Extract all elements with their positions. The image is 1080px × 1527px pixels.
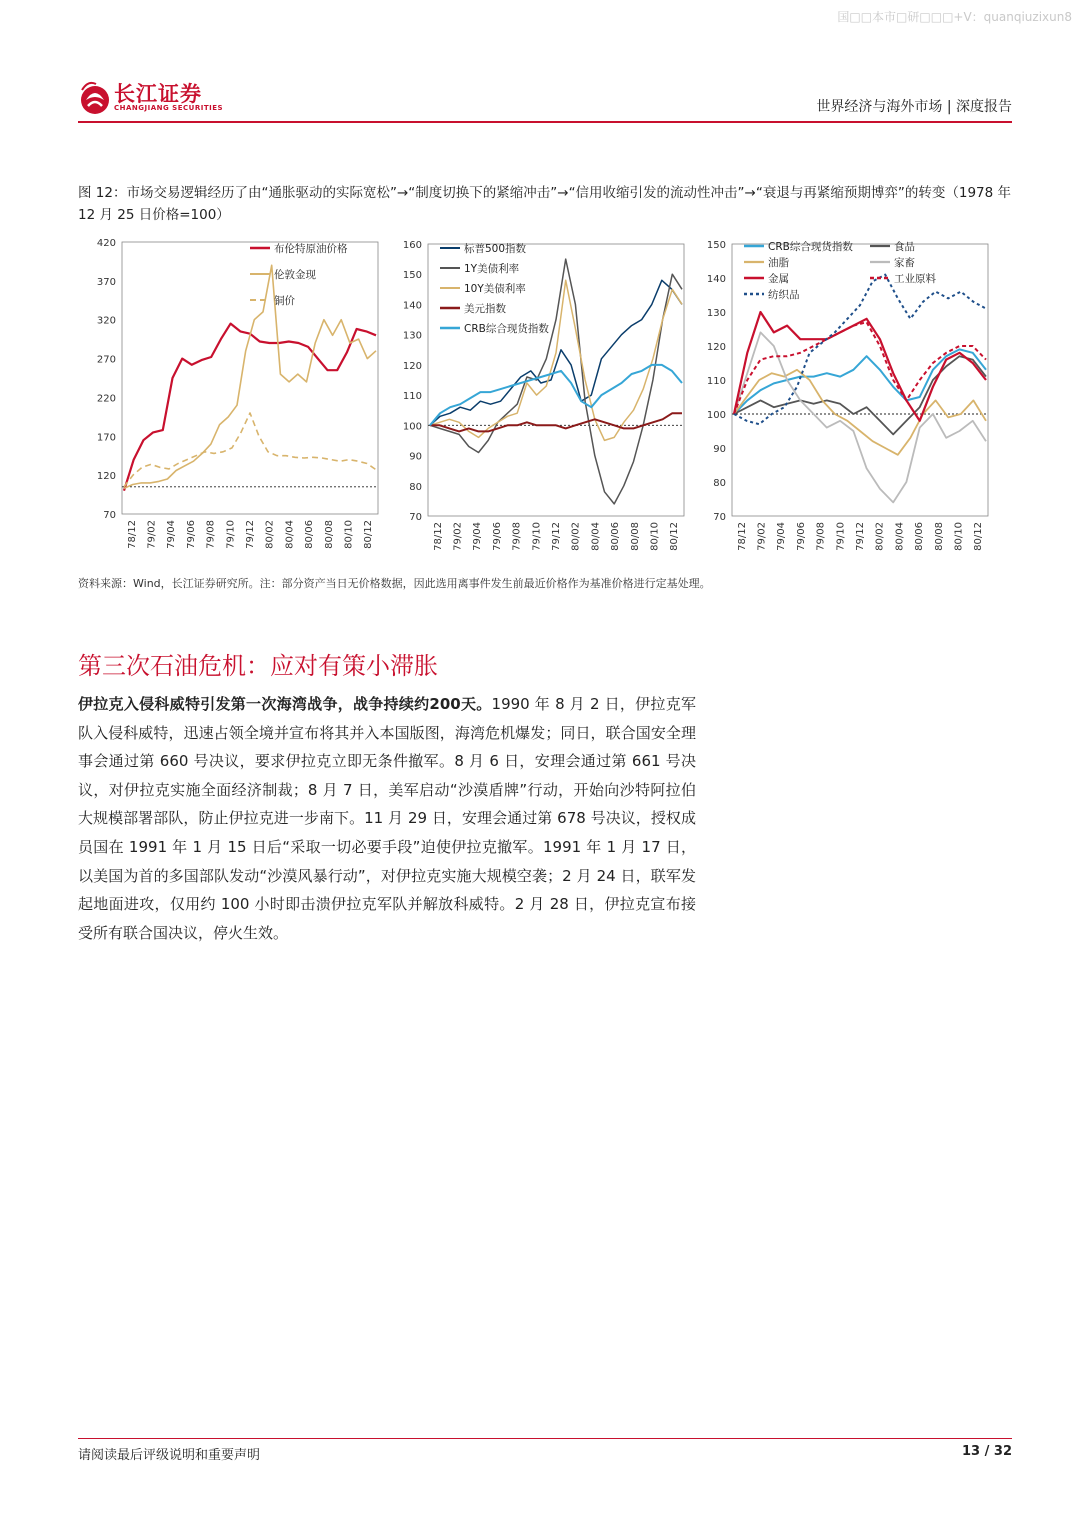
y-tick-label: 140 xyxy=(706,274,726,285)
y-tick-label: 160 xyxy=(402,240,422,251)
x-tick-label: 80/08 xyxy=(323,520,335,549)
logo-text-en: CHANGJIANG SECURITIES xyxy=(114,104,224,112)
x-tick-label: 79/08 xyxy=(511,522,523,551)
y-tick-label: 100 xyxy=(402,421,422,433)
header-divider xyxy=(78,121,1012,123)
x-tick-label: 79/04 xyxy=(776,522,788,551)
x-tick-label: 79/02 xyxy=(756,522,768,551)
y-tick-label: 70 xyxy=(409,512,422,523)
series-line xyxy=(734,356,986,434)
x-tick-label: 79/08 xyxy=(815,522,827,551)
x-tick-label: 78/12 xyxy=(432,522,444,551)
figure-caption: 图 12：市场交易逻辑经历了由“通胀驱动的实际宽松”→“制度切换下的紧缩冲击”→“信用收缩引发的流动性冲击”→“衰退与再紧缩预期博弈”的转变（1978 年 12 月 25 日价格=100） xyxy=(78,185,1012,223)
x-tick-label: 80/12 xyxy=(363,520,375,549)
y-tick-label: 150 xyxy=(402,270,422,282)
x-tick-label: 79/02 xyxy=(452,522,464,551)
legend-label: CRB综合现货指数 xyxy=(768,241,853,253)
x-tick-label: 79/12 xyxy=(551,522,562,551)
legend-label: 食品 xyxy=(894,241,915,253)
x-tick-label: 79/08 xyxy=(205,520,217,549)
logo-text-cn: 长江证券 xyxy=(114,82,202,106)
chart-crb-components xyxy=(696,232,1006,562)
legend-label: 美元指数 xyxy=(464,303,506,315)
y-tick-label: 120 xyxy=(402,360,422,372)
series-line xyxy=(734,370,986,455)
y-tick-label: 70 xyxy=(103,510,116,521)
footer-disclaimer: 请阅读最后评级说明和重要声明 xyxy=(78,1448,261,1463)
x-tick-label: 80/10 xyxy=(343,520,355,549)
legend-label: 标普500指数 xyxy=(464,243,527,255)
y-tick-label: 130 xyxy=(402,330,422,342)
footer-divider xyxy=(78,1438,1012,1439)
body-lead-end: 天。 xyxy=(460,695,492,713)
x-tick-label: 80/04 xyxy=(894,522,906,551)
y-tick-label: 100 xyxy=(706,410,726,421)
watermark: 国□□本市□研□□□+V：quanqiuzixun8 xyxy=(837,10,1072,24)
legend-label: CRB综合现货指数 xyxy=(464,323,549,335)
y-tick-label: 370 xyxy=(96,276,116,288)
report-category: 世界经济与海外市场 | 深度报告 xyxy=(816,99,1012,115)
x-tick-label: 79/06 xyxy=(491,522,503,551)
x-tick-label: 80/08 xyxy=(629,522,641,551)
y-tick-label: 320 xyxy=(96,315,116,327)
y-tick-label: 120 xyxy=(706,342,726,353)
x-tick-label: 79/02 xyxy=(146,520,158,549)
chart-2-svg xyxy=(392,232,692,562)
y-tick-label: 80 xyxy=(409,481,422,493)
y-tick-label: 90 xyxy=(713,444,726,455)
y-tick-label: 90 xyxy=(409,451,422,463)
body-lead-number: 200 xyxy=(429,695,461,713)
legend-label: 油脂 xyxy=(768,257,789,269)
y-tick-label: 120 xyxy=(96,471,116,483)
legend-label: 伦敦金现 xyxy=(274,269,316,281)
page-header xyxy=(78,74,1012,122)
x-tick-label: 80/04 xyxy=(590,522,602,551)
legend-label: 铜价 xyxy=(274,295,295,307)
x-tick-label: 80/08 xyxy=(933,522,945,551)
x-tick-label: 80/06 xyxy=(304,520,316,549)
y-tick-label: 80 xyxy=(713,478,726,489)
x-tick-label: 79/04 xyxy=(166,520,178,549)
x-tick-label: 79/10 xyxy=(225,520,237,549)
y-tick-label: 70 xyxy=(713,512,726,523)
page-number: 13 / 32 xyxy=(962,1444,1012,1459)
legend-label: 1Y美债利率 xyxy=(464,263,520,275)
legend-label: 金属 xyxy=(768,273,789,285)
series-line xyxy=(430,365,682,425)
series-line xyxy=(734,312,986,421)
chart-1-svg xyxy=(78,232,388,562)
y-tick-label: 150 xyxy=(706,240,726,251)
y-tick-label: 420 xyxy=(96,238,116,249)
x-tick-label: 80/10 xyxy=(649,522,661,551)
series-line xyxy=(734,322,986,414)
y-tick-label: 170 xyxy=(96,432,116,444)
figure-source: 资料来源：Wind，长江证券研究所。注：部分资产当日无价格数据，因此选用离事件发生前最近价格作为基准价格进行定基处理。 xyxy=(78,577,711,590)
y-tick-label: 130 xyxy=(706,308,726,319)
x-tick-label: 80/02 xyxy=(874,522,886,551)
logo-icon xyxy=(78,78,112,118)
series-line xyxy=(124,265,376,488)
body-rest: 1990 年 8 月 2 日，伊拉克军队入侵科威特，迅速占领全境并宣布将其并入本国版图，海湾危机爆发；同日，联合国安全理事会通过第 660 号决议，要求伊拉克立即无条件撤军。8 月 6 日，安理会通过第 661 号决议，对伊拉克实施全面经济制裁；8 月 7 日，美军启动“沙漠盾牌”行动，开始向沙特阿拉伯大规模部署部队，防止伊拉克进一步南下。11 月 29 日，安理会通过第 678 号决议，授权成员国在 1991 年 1 月 15 日后“采取一切必要手段”迫使伊拉克撤军。1991 年 1 月 17 日，以美国为首的多国部队发动“沙漠风暴行动”，对伊拉克实施大规模空袭；2 月 24 日，联军发起地面进攻，仅用约 100 小时即击溃伊拉克军队并解放科威特。2 月 28 日，伊拉克宣布接受所有联合国决议，停火生效。 xyxy=(78,695,696,942)
series-line xyxy=(124,413,376,487)
x-tick-label: 79/10 xyxy=(531,522,543,551)
y-tick-label: 110 xyxy=(706,376,726,387)
x-tick-label: 80/06 xyxy=(610,522,622,551)
plot-frame xyxy=(122,242,378,514)
series-line xyxy=(124,324,376,491)
x-tick-label: 80/02 xyxy=(264,520,276,549)
x-tick-label: 80/12 xyxy=(669,522,681,551)
x-tick-label: 79/06 xyxy=(795,522,807,551)
x-tick-label: 80/02 xyxy=(570,522,582,551)
y-tick-label: 140 xyxy=(402,300,422,312)
y-tick-label: 220 xyxy=(96,393,116,405)
x-tick-label: 80/10 xyxy=(953,522,965,551)
x-tick-label: 80/12 xyxy=(973,522,985,551)
legend-label: 工业原料 xyxy=(894,273,936,285)
x-tick-label: 80/06 xyxy=(914,522,926,551)
series-line xyxy=(430,259,682,504)
y-tick-label: 110 xyxy=(402,391,422,403)
chart-3-svg xyxy=(696,232,1006,562)
x-tick-label: 79/10 xyxy=(835,522,847,551)
legend-label: 布伦特原油价格 xyxy=(274,243,348,255)
x-tick-label: 79/12 xyxy=(855,522,866,551)
x-tick-label: 78/12 xyxy=(126,520,138,549)
x-tick-label: 79/12 xyxy=(245,520,256,549)
x-tick-label: 78/12 xyxy=(736,522,748,551)
x-tick-label: 79/04 xyxy=(472,522,484,551)
legend-label: 纺织品 xyxy=(768,289,800,301)
chart-oil-gold-copper xyxy=(78,232,388,562)
x-tick-label: 79/06 xyxy=(185,520,197,549)
legend-label: 10Y美债利率 xyxy=(464,283,526,295)
company-logo xyxy=(78,78,238,118)
x-tick-label: 80/04 xyxy=(284,520,296,549)
section-title: 第三次石油危机：应对有策小滞胀 xyxy=(78,652,438,680)
legend-label: 家畜 xyxy=(894,257,915,269)
y-tick-label: 270 xyxy=(96,354,116,366)
chart-equity-rates xyxy=(392,232,692,562)
body-paragraph xyxy=(78,690,696,947)
body-lead: 伊拉克入侵科威特引发第一次海湾战争，战争持续约 xyxy=(78,695,430,713)
